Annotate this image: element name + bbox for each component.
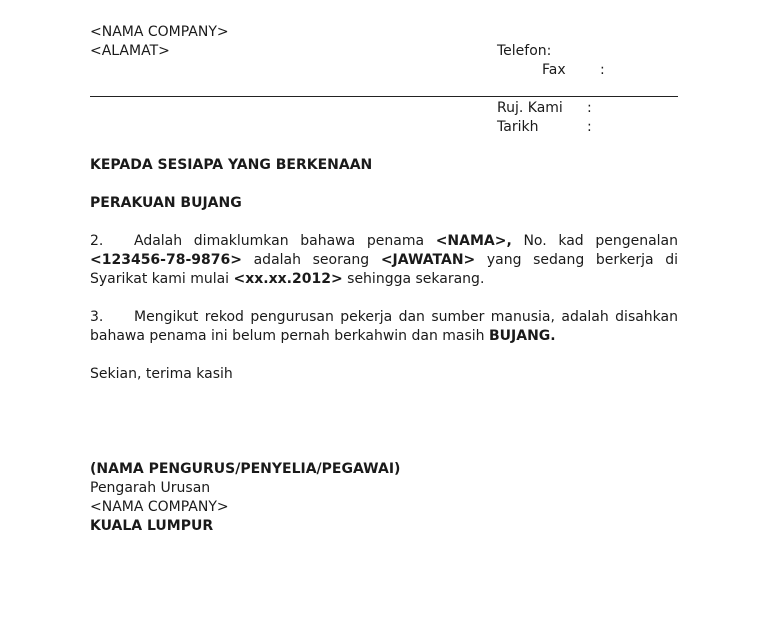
ic-number-placeholder: <123456-78-9876>: [90, 252, 242, 268]
tarikh-colon: :: [587, 119, 592, 135]
salutation: KEPADA SESIAPA YANG BERKENAAN: [90, 157, 373, 173]
company-name: <NAMA COMPANY>: [90, 24, 229, 40]
paragraph-2-text-3: adalah seorang: [241, 252, 381, 268]
marital-status: BUJANG.: [489, 328, 556, 344]
signatory-title: Pengarah Urusan: [90, 480, 211, 496]
employee-name-placeholder: <NAMA>,: [435, 233, 512, 249]
paragraph-3-text-1: Mengikut rekod pengurusan pekerja dan sumber manusia, adalah disahkan bahawa penama ini belum pernah berkahwin dan masih: [90, 309, 678, 344]
closing-text: Sekian, terima kasih: [90, 366, 233, 382]
paragraph-2-text-5: sehingga sekarang.: [342, 271, 485, 287]
start-date-placeholder: <xx.xx.2012>: [233, 271, 343, 287]
signatory-company: <NAMA COMPANY>: [90, 499, 229, 515]
position-placeholder: <JAWATAN>: [380, 252, 476, 268]
paragraph-3: [90, 308, 678, 346]
ruj-kami-colon: :: [587, 100, 592, 116]
paragraph-2-number: 2.: [90, 233, 104, 249]
paragraph-2-text-4: yang sedang berkerja di Syarikat kami mulai: [90, 252, 678, 287]
fax-colon: :: [600, 62, 605, 78]
paragraph-2-text-1: Adalah dimaklumkan bahawa penama: [134, 233, 436, 249]
tarikh-label: Tarikh: [497, 119, 539, 135]
header-divider: [90, 96, 678, 97]
paragraph-3-number: 3.: [90, 309, 104, 325]
ruj-kami-label: Ruj. Kami: [497, 100, 563, 116]
paragraph-2-text-2: No. kad pengenalan: [511, 233, 678, 249]
fax-label: Fax: [542, 62, 566, 78]
company-address: <ALAMAT>: [90, 43, 170, 59]
telefon-label: Telefon:: [497, 43, 552, 59]
paragraph-2: [90, 232, 678, 289]
subject-title: PERAKUAN BUJANG: [90, 195, 242, 211]
signatory-city: KUALA LUMPUR: [90, 518, 214, 534]
signatory-name: (NAMA PENGURUS/PENYELIA/PEGAWAI): [90, 461, 401, 477]
